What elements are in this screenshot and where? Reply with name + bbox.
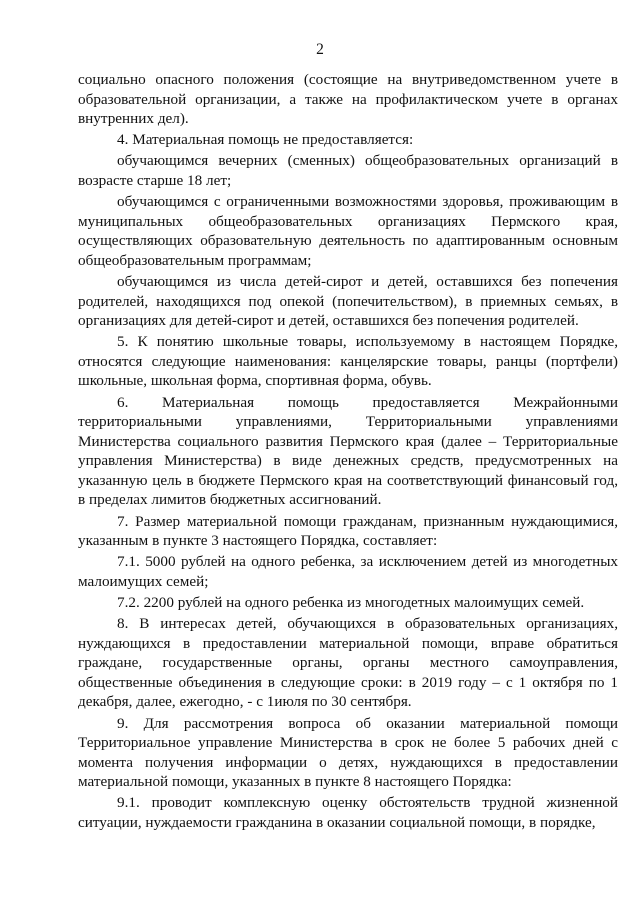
paragraph-item-9: 9. Для рассмотрения вопроса об оказании материальной помощи Территориальное управление Министерства в срок не более 5 рабочих дней с момента получения информации о детях, нуждающихся в предоставлении материальной помощи, указанных в пункте 8 настоящего Порядка: — [78, 714, 618, 791]
document-body — [78, 70, 618, 834]
paragraph-item-4-evening-schools: обучающимся вечерних (сменных) общеобразовательных организаций в возрасте старше 18 лет; — [78, 152, 618, 189]
paragraph-item-8: 8. В интересах детей, обучающихся в образовательных организациях, нуждающихся в предоставлении материальной помощи, вправе обратиться граждане, государственные органы, органы местного самоуправления, общественные объединения в следующие сроки: в 2019 году – с 1 октября по 1 декабря, далее, ежегодно, - с 1июля по 30 сентября. — [78, 615, 618, 711]
page-number: 2 — [316, 41, 324, 58]
paragraph-item-4-orphans: обучающимся из числа детей-сирот и детей, оставшихся без попечения родителей, находящихся под опекой (попечительством), в приемных семьях, в организациях для детей-сирот и детей, оставшихся без попечения родителей. — [78, 272, 618, 330]
paragraph-item-9-1: 9.1. проводит комплексную оценку обстоятельств трудной жизненной ситуации, нуждаемости гражданина в оказании социальной помощи, в порядке, — [78, 794, 618, 831]
paragraph-item-7-1: 7.1. 5000 рублей на одного ребенка, за исключением детей из многодетных малоимущих семей; — [78, 553, 618, 590]
paragraph-item-5: 5. К понятию школьные товары, используемому в настоящем Порядке, относятся следующие наименования: канцелярские товары, ранцы (портфели) школьные, школьная форма, спортивная форма, обувь. — [78, 333, 618, 390]
paragraph-item-7-2: 7.2. 2200 рублей на одного ребенка из многодетных малоимущих семей. — [117, 593, 585, 611]
paragraph-item-4-disabilities: обучающимся с ограниченными возможностями здоровья, проживающим в муниципальных общеобразовательных организациях Пермского края, осуществляющих образовательную деятельность по адаптированным основным общеобразовательным программам; — [78, 193, 618, 269]
paragraph-item-4: 4. Материальная помощь не предоставляется: — [117, 131, 414, 149]
paragraph-item-6: 6. Материальная помощь предоставляется Межрайонными территориальными управлениями, Территориальными управлениями Министерства социального развития Пермского края (далее – Территориальные управления Министерства) в виде денежных средств, предусмотренных на указанную цель в бюджете Пермского края на соответствующий финансовый год, в пределах лимитов бюджетных ассигнований. — [78, 393, 618, 509]
paragraph-item-7: 7. Размер материальной помощи гражданам, признанным нуждающимися, указанным в пункте 3 настоящего Порядка, составляет: — [78, 512, 618, 550]
paragraph-continuation: социально опасного положения (состоящие на внутриведомственном учете в образовательной организации, а также на профилактическом учете в органах внутренних дел). — [78, 71, 618, 128]
